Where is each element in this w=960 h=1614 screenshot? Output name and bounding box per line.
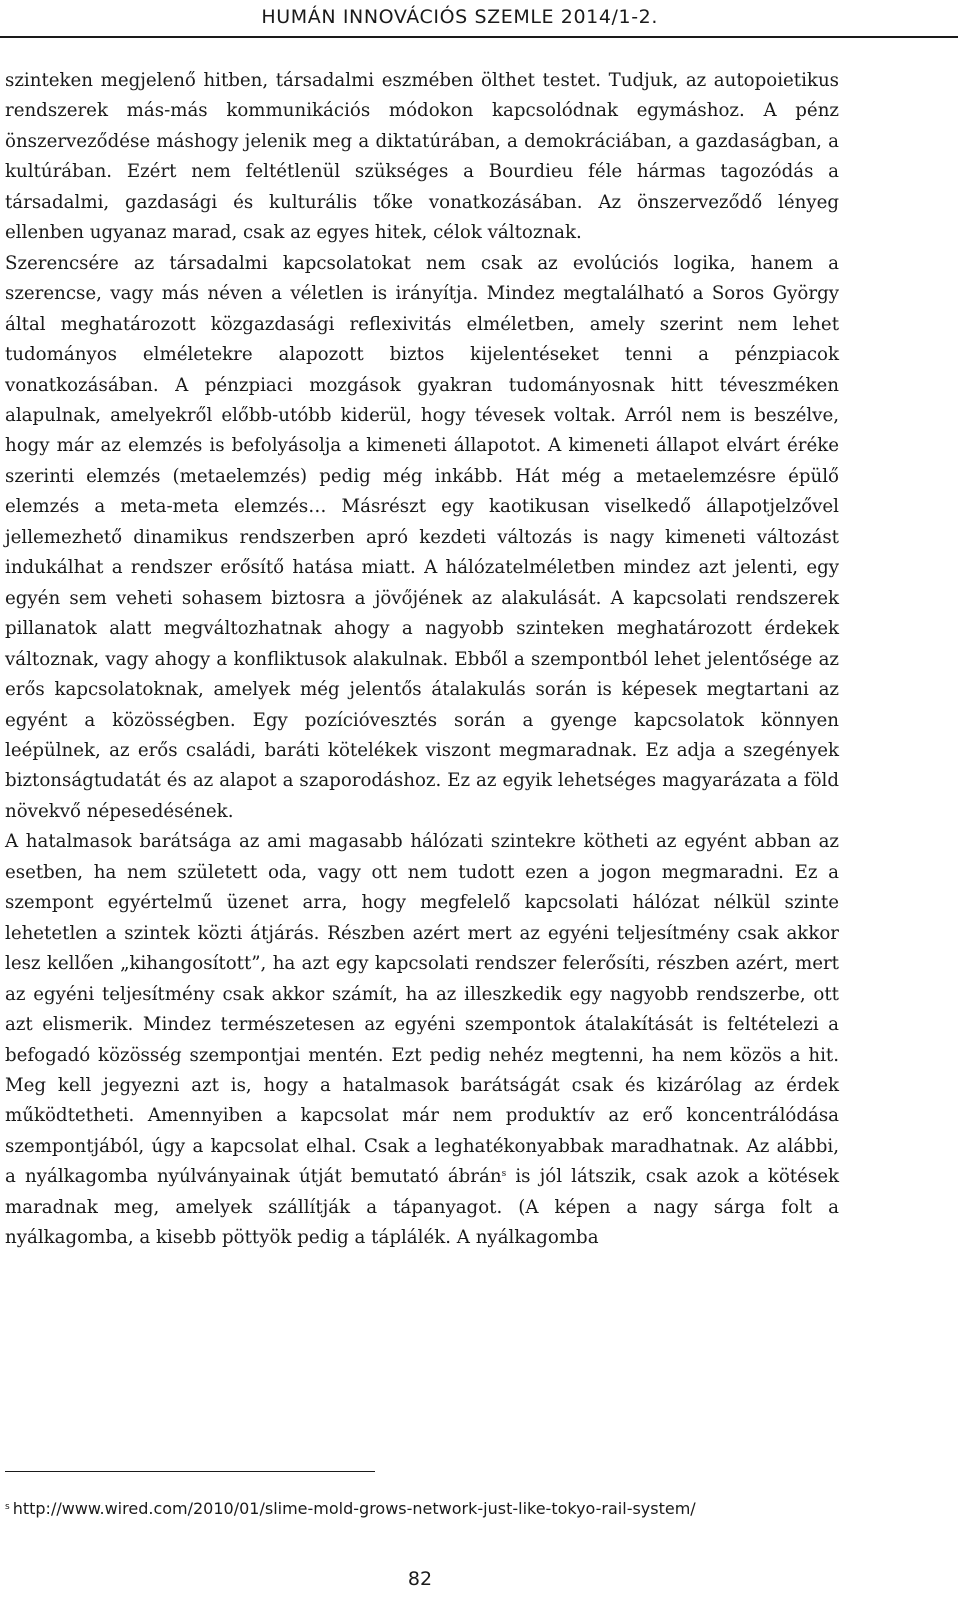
paragraph-3 [5,827,839,1253]
footnote-url[interactable]: http://www.wired.com/2010/01/slime-mold-grows-network-just-like-tokyo-rail-system/ [12,1499,696,1518]
page-header [0,0,958,38]
page-number: 82 [407,1568,433,1590]
footnote-separator [5,1471,375,1472]
paragraph-1: szinteken megjelenő hitben, társadalmi eszmében ölthet testet. Tudjuk, az autopoietikus rendszerek más-más kommunikációs módokon kapcsolódnak egymáshoz. A pénz önszerveződése máshogy jelenik meg a diktatúrában, a demokráciában, a gazdaságban, a kultúrában. Ezért nem feltétlenül szükséges a Bourdieu féle hármas tagozódás a társadalmi, gazdasági és kulturális tőke vonatkozásában. Az önszerveződő lényeg ellenben ugyanaz marad, csak az egyes hitek, célok változnak. [5,70,839,244]
paragraph-3-text-before-note: A hatalmasok barátsága az ami magasabb hálózati szintekre kötheti az egyént abban az esetben, ha nem született oda, vagy ott nem tudott ezen a jogon megmaradni. Ez a szempont egyértelmű üzenet arra, hogy megfelelő kapcsolati hálózat nélkül szinte lehetetlen a szintek közti átjárás. Részben azért mert az egyéni teljesítmény csak akkor lesz kellően „kihangosított”, ha azt egy kapcsolati rendszer felerősíti, részben azért, mert az egyéni teljesítmény csak akkor számít, ha az illeszkedik egy nagyobb rendszerbe, ott azt elismerik. Mindez természetesen az egyéni szempontok átalakítását is feltételezi a befogadó közösség szempontjai mentén. Ezt pedig nehéz megtenni, ha nem közös a hit. Meg kell jegyezni azt is, hogy a hatalmasok barátságát csak és kizárólag az érdek működtetheti. Amennyiben a kapcsolat már nem produktív az erő koncentrálódása szempontjából, úgy a kapcsolat elhal. Csak a leghatékonyabbak maradhatnak. Az alábbi, a nyálkagomba nyúlványainak útját bemutató ábrán [5,831,839,1188]
paragraph-3-text-after-note: is jól látszik, csak azok a kötések maradnak meg, amelyek szállítják a tápanyagot. (A képen a nagy sárga folt a nyálkagomba, a kisebb pöttyök pedig a táplálék. A nyálkagomba [5,1166,839,1249]
footnote [5,1498,865,1520]
body-text [5,66,839,1254]
footnote-reference[interactable]: s [501,1169,507,1180]
paragraph-2: Szerencsére az társadalmi kapcsolatokat nem csak az evolúciós logika, hanem a szerencse, vagy más néven a véletlen is irányítja. Mindez megtalálható a Soros György által meghatározott közgazdasági reflexivitás elméletben, amely szerint nem lehet tudományos elméletekre alapozott biztos kijelentéseket tenni a pénzpiacok vonatkozásában. A pénzpiaci mozgások gyakran tudományosnak hitt téveszméken alapulnak, amelyekről előbb-utóbb kiderül, hogy tévesek voltak. Arról nem is beszélve, hogy már az elemzés is befolyásolja a kimeneti állapotot. A kimeneti állapot elvárt éréke szerinti elemzés (metaelemzés) pedig még inkább. Hát még a metaelemzésre épülő elemzés a meta-meta elemzés… Másrészt egy kaotikusan viselkedő állapotjelzővel jellemezhető dinamikus rendszerben apró kezdeti változás is nagy kimeneti változást indukálhat a rendszer erősítő hatása miatt. A hálózatelméletben mindez azt jelenti, egy egyén sem veheti sohasem biztosra a jövőjének az alakulását. A kapcsolati rendszerek pillanatok alatt megváltozhatnak ahogy a nagyobb szinteken meghatározott érdekek változnak, vagy ahogy a konfliktusok alakulnak. Ebből a szempontból lehet jelentősége az erős kapcsolatoknak, amelyek még jelentős átalakulás során is képesek megtartani az egyént a közösségben. Egy pozícióvesztés során a gyenge kapcsolatok könnyen leépülnek, az erős családi, baráti kötelékek viszont megmaradnak. Ez adja a szegények biztonságtudatát és az alapot a szaporodáshoz. Ez az egyik lehetséges magyarázata a föld növekvő népesedésének. [5,252,839,822]
footnote-marker: s [5,1502,10,1512]
journal-title: HUMÁN INNOVÁCIÓS SZEMLE 2014/1-2. [261,6,658,28]
